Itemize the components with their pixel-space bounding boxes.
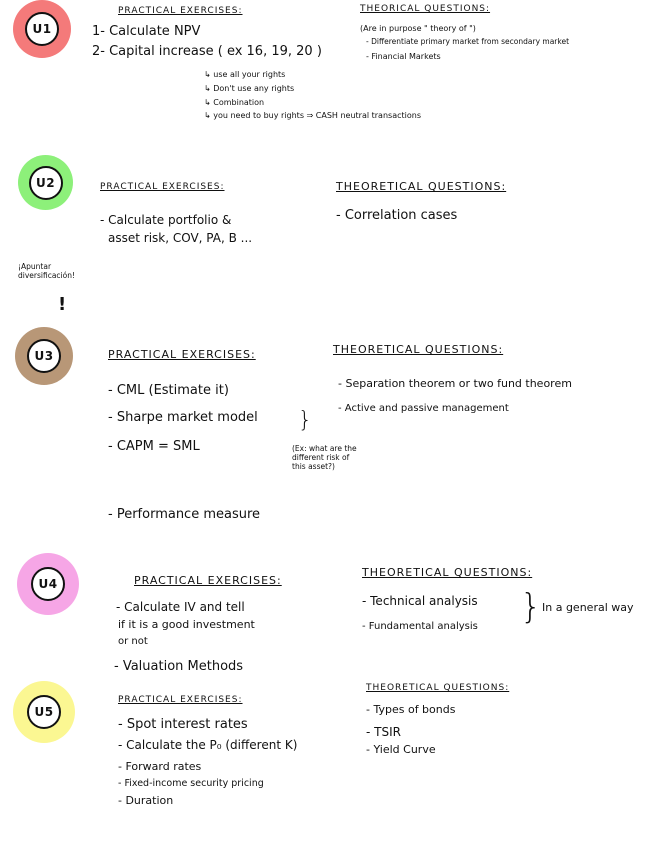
u1-theoretical-heading: THEORICAL QUESTIONS: <box>360 4 491 14</box>
u5-practical-item-5: - Duration <box>118 794 174 807</box>
u4-badge <box>17 553 79 615</box>
u1-sub-item-3: ↳ Combination <box>204 98 265 107</box>
u4-practical-heading: PRACTICAL EXERCISES: <box>134 574 282 587</box>
u5-theoretical-item-1: - Types of bonds <box>366 703 456 716</box>
u1-theoretical-item-2: - Differentiate primary market from secondary market <box>366 37 570 46</box>
u1-badge-label: U1 <box>25 12 59 46</box>
u2-side-note: ¡Apuntar diversificación! <box>18 262 75 280</box>
u2-theoretical-heading: THEORETICAL QUESTIONS: <box>336 180 507 193</box>
u3-capm-note: (Ex: what are the different risk of this asset?) <box>292 444 357 471</box>
u4-theoretical-heading: THEORETICAL QUESTIONS: <box>362 566 533 579</box>
u1-theoretical-item-3: - Financial Markets <box>366 52 441 61</box>
u4-brace: } <box>520 587 542 627</box>
u2-practical-item-2: asset risk, COV, PA, B ... <box>108 231 253 245</box>
u3-brace: } <box>298 408 312 433</box>
u3-badge <box>15 327 73 385</box>
u4-practical-item-2: if it is a good investment <box>118 618 255 631</box>
u5-theoretical-item-3: - Yield Curve <box>366 743 436 756</box>
u2-badge-label: U2 <box>29 166 63 200</box>
u2-badge <box>18 155 73 210</box>
u5-practical-item-3: - Forward rates <box>118 760 202 773</box>
u4-practical-item-4: - Valuation Methods <box>114 659 244 674</box>
u1-sub-item-1: ↳ use all your rights <box>204 70 286 79</box>
u1-practical-item-2: 2- Capital increase ( ex 16, 19, 20 ) <box>92 44 322 59</box>
u3-practical-item-3: - CAPM = SML <box>108 439 200 454</box>
u3-theoretical-item-2: - Active and passive management <box>338 403 509 414</box>
u4-practical-item-1: - Calculate IV and tell <box>116 600 245 614</box>
u5-badge <box>13 681 75 743</box>
u1-practical-heading: PRACTICAL EXERCISES: <box>118 6 243 16</box>
u2-practical-heading: PRACTICAL EXERCISES: <box>100 182 225 192</box>
u5-theoretical-heading: THEORETICAL QUESTIONS: <box>366 683 510 693</box>
u1-practical-item-1: 1- Calculate NPV <box>92 24 201 39</box>
u4-badge-label: U4 <box>31 567 65 601</box>
u2-theoretical-item-1: - Correlation cases <box>336 208 458 223</box>
u1-badge <box>13 0 71 58</box>
u5-badge-label: U5 <box>27 695 61 729</box>
u3-theoretical-heading: THEORETICAL QUESTIONS: <box>333 343 504 356</box>
u5-practical-item-4: - Fixed-income security pricing <box>118 778 264 789</box>
u5-practical-item-1: - Spot interest rates <box>118 717 248 732</box>
u3-practical-item-4: - Performance measure <box>108 507 261 522</box>
u5-theoretical-item-2: - TSIR <box>366 725 401 739</box>
u5-practical-item-2: - Calculate the P₀ (different K) <box>118 738 298 752</box>
u3-badge-label: U3 <box>27 339 61 373</box>
u1-sub-item-2: ↳ Don't use any rights <box>204 84 295 93</box>
u1-theoretical-item-1: (Are in purpose " theory of ") <box>360 24 476 33</box>
u4-practical-item-3: or not <box>118 636 148 647</box>
u2-side-mark: ! <box>58 294 67 315</box>
u3-practical-item-2: - Sharpe market model <box>108 410 258 425</box>
u3-theoretical-item-1: - Separation theorem or two fund theorem <box>338 377 572 390</box>
u5-practical-heading: PRACTICAL EXERCISES: <box>118 695 243 705</box>
u1-sub-item-4: ↳ you need to buy rights ⇒ CASH neutral transactions <box>204 111 421 120</box>
u2-practical-item-1: - Calculate portfolio & <box>100 213 232 227</box>
u4-brace-note: In a general way <box>542 601 634 614</box>
u4-theoretical-item-1: - Technical analysis <box>362 594 478 608</box>
u3-practical-heading: PRACTICAL EXERCISES: <box>108 348 256 361</box>
u3-practical-item-1: - CML (Estimate it) <box>108 383 229 398</box>
u4-theoretical-item-2: - Fundamental analysis <box>362 621 478 632</box>
